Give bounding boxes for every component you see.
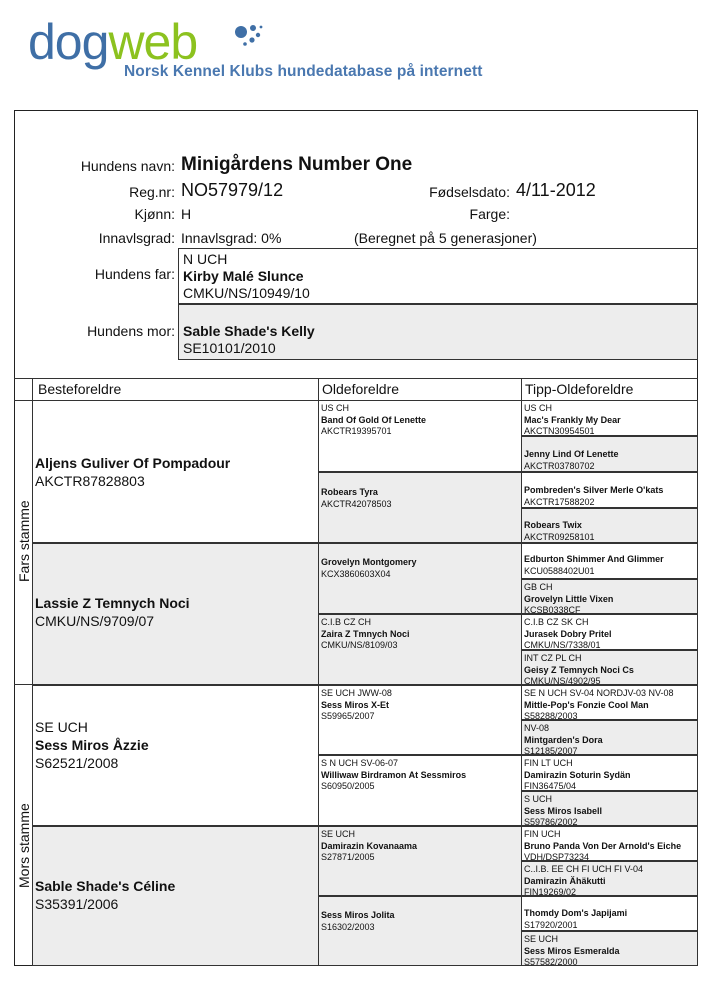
inbreeding-value: Innavlsgrad: 0%: [181, 230, 282, 246]
ggp-cell[interactable]: Robears Twix AKCTR09258101: [521, 508, 698, 543]
grandparent-cell[interactable]: [32, 826, 319, 966]
ggp-cell[interactable]: SE N UCH SV-04 NORDJV-03 NV-08 Mittle-Pop's Fonzie Cool Man S58288/2003: [521, 685, 698, 720]
father-name[interactable]: Kirby Malé Slunce: [183, 268, 304, 284]
reg-label: Reg.nr:: [129, 184, 175, 200]
col-grandparents: Besteforeldre: [38, 381, 122, 397]
father-title: N UCH: [183, 251, 228, 267]
great-grandparent-cell[interactable]: SE UCH Damirazin Kovanaama S27871/2005: [318, 826, 522, 896]
dog-birth: 4/11-2012: [516, 180, 596, 200]
col-great-grandparents: Oldeforeldre: [322, 381, 400, 397]
great-grandparent-cell[interactable]: Sess Miros Jolita S16302/2003: [318, 896, 522, 966]
mother-label: Hundens mor:: [87, 323, 175, 339]
mother-reg: SE10101/2010: [183, 340, 276, 356]
inbreeding-note: (Beregnet på 5 generasjoner): [354, 230, 537, 246]
ggp-cell[interactable]: GB CH Grovelyn Little Vixen KCSB0338CF: [521, 579, 698, 614]
ggp-cell[interactable]: Pombreden's Silver Merle O'kats AKCTR17588202: [521, 472, 698, 508]
mother-box[interactable]: [178, 304, 698, 360]
dogweb-logo[interactable]: [28, 14, 197, 70]
great-grandparent-cell[interactable]: Grovelyn Montgomery KCX3860603X04: [318, 543, 522, 614]
dog-reg: NO57979/12: [181, 180, 284, 200]
ggp-cell[interactable]: C..I.B. EE CH FI UCH FI V-04 Damirazin Ähäkutti FIN19269/02: [521, 861, 698, 896]
grandparent-reg: S35391/2006: [35, 896, 119, 912]
ggp-cell[interactable]: C.I.B CZ SK CH Jurasek Dobry Pritel CMKU/NS/7338/01: [521, 614, 698, 650]
grandparent-reg: CMKU/NS/9709/07: [35, 613, 155, 629]
logo-web-text: web: [108, 14, 198, 70]
logo-dog-text: dog: [28, 14, 109, 70]
name-label: Hundens navn:: [80, 158, 175, 174]
ggp-cell[interactable]: FIN LT UCH Damirazin Soturin Sydän FIN36475/04: [521, 755, 698, 791]
dog-name: Minigårdens Number One: [181, 154, 413, 175]
father-label: Hundens far:: [94, 266, 175, 282]
ggp-cell[interactable]: US CH Mac's Frankly My Dear AKCTN30954501: [521, 400, 698, 436]
mother-name[interactable]: Sable Shade's Kelly: [183, 323, 315, 339]
grandparent-name[interactable]: Lassie Z Temnych Noci: [35, 595, 190, 611]
color-label: Farge:: [469, 206, 510, 222]
ggp-cell[interactable]: INT CZ PL CH Geisy Z Temnych Noci Cs CMKU/NS/4902/95: [521, 650, 698, 685]
ggp-cell[interactable]: Edburton Shimmer And Glimmer KCU0588402U01: [521, 543, 698, 579]
grandparent-name[interactable]: Sess Miros Åzzie: [35, 737, 149, 753]
ggp-cell[interactable]: FIN UCH Bruno Panda Von Der Arnold's Eiche VDH/DSP73234: [521, 826, 698, 861]
ggp-cell[interactable]: Thomdy Dom's Japijami S17920/2001: [521, 896, 698, 931]
side-label-father: Fars stamme: [16, 500, 32, 582]
great-grandparent-cell[interactable]: Robears Tyra AKCTR42078503: [318, 472, 522, 543]
grandparent-name[interactable]: Aljens Guliver Of Pompadour: [35, 455, 231, 471]
grandparent-cell[interactable]: [32, 543, 319, 685]
ggp-cell[interactable]: Jenny Lind Of Lenette AKCTR03780702: [521, 436, 698, 472]
logo-tagline: Norsk Kennel Klubs hundedatabase på internett: [124, 63, 483, 80]
logo-dots-icon: [232, 22, 272, 52]
birth-label: Fødselsdato:: [429, 184, 510, 200]
col-great-great-grandparents: Tipp-Oldeforeldre: [525, 381, 634, 397]
sex-label: Kjønn:: [134, 206, 175, 222]
dog-sex: H: [181, 206, 192, 222]
father-box[interactable]: [178, 248, 698, 304]
great-grandparent-cell[interactable]: US CH Band Of Gold Of Lenette AKCTR19395701: [318, 400, 522, 472]
ggp-cell[interactable]: NV-08 Mintgarden's Dora S12185/2007: [521, 720, 698, 755]
side-label-mother: Mors stamme: [16, 803, 32, 888]
ggp-cell[interactable]: S UCH Sess Miros Isabell S59786/2002: [521, 791, 698, 826]
grandparent-cell[interactable]: [32, 400, 319, 543]
great-grandparent-cell[interactable]: S N UCH SV-06-07 Williwaw Birdramon At Sessmiros S60950/2005: [318, 755, 522, 826]
ggp-cell[interactable]: SE UCH Sess Miros Esmeralda S57582/2000: [521, 931, 698, 966]
inbreeding-label: Innavlsgrad:: [98, 230, 175, 246]
grandparent-reg: S62521/2008: [35, 755, 119, 771]
grandparent-reg: AKCTR87828803: [35, 473, 145, 489]
great-grandparent-cell[interactable]: C.I.B CZ CH Zaira Z Tmnych Noci CMKU/NS/8109/03: [318, 614, 522, 685]
great-grandparent-cell[interactable]: SE UCH JWW-08 Sess Miros X-Et S59965/2007: [318, 685, 522, 755]
grandparent-cell[interactable]: SE UCH Sess Miros Åzzie S62521/2008: [32, 685, 319, 826]
father-reg: CMKU/NS/10949/10: [183, 285, 310, 301]
grandparent-name[interactable]: Sable Shade's Céline: [35, 878, 176, 894]
